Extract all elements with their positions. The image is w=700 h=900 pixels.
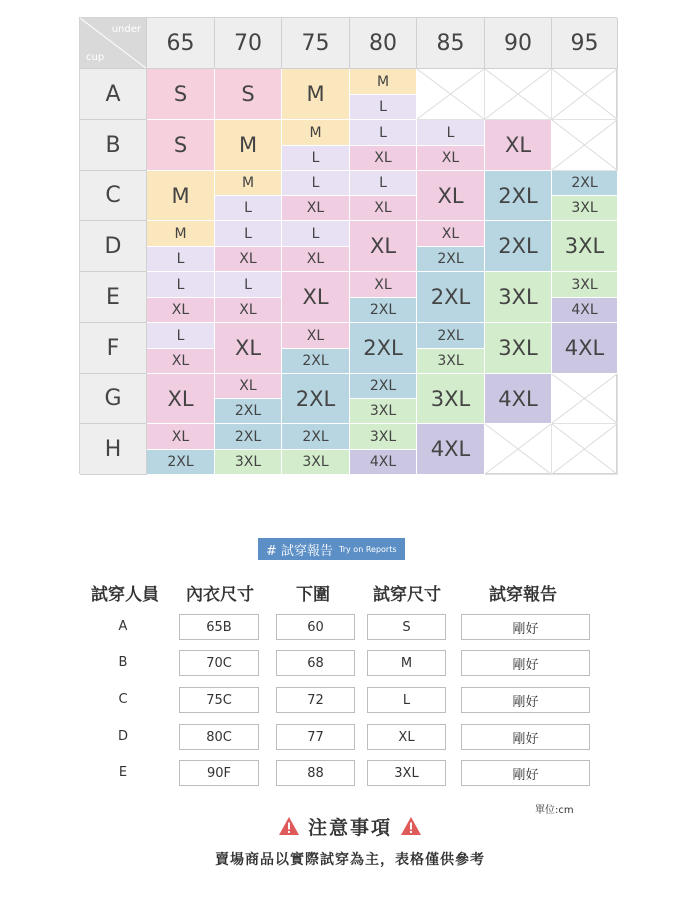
bra-size-field: 80C [179,724,259,750]
tester-label: E [118,765,128,780]
cross-icon [417,69,484,119]
size-cell-top: M [282,120,350,146]
tried-size-field: M [367,650,446,676]
size-cell-top: L [147,272,215,298]
size-cell-top: L [215,221,282,247]
size-cell-top: L [282,171,350,196]
tried-size-field: 3XL [367,760,446,786]
unavailable-cell [552,120,618,171]
size-cell-top: XL [350,272,417,298]
cross-icon [552,120,617,170]
band-size-header: 65 [147,18,215,69]
size-cell-top: XL [417,221,485,247]
unavailable-cell [417,69,485,120]
header-bra-size: 內衣尺寸 [186,585,254,605]
unavailable-cell [485,69,552,120]
band-size-header: 70 [215,18,282,69]
size-cell-bottom: 3XL [282,450,350,475]
band-size-header: 95 [552,18,618,69]
size-cell-bottom: 2XL [282,349,350,374]
size-cell: 2XL [282,374,350,424]
size-cell: 2XL [485,171,552,221]
corner-cup-label: cup [86,52,105,63]
size-cell-bottom: 3XL [215,450,282,475]
warning-icon [278,816,300,836]
bra-size-field: 70C [179,650,259,676]
size-cell-bottom: 2XL [215,399,282,424]
size-cell-top: L [417,120,485,146]
header-tried-size: 試穿尺寸 [373,585,441,605]
size-cell: 4XL [417,424,485,475]
cross-icon [552,424,617,474]
size-cell-bottom: XL [417,146,485,171]
size-cell: S [147,120,215,171]
size-cell: M [215,120,282,171]
size-cell-top: 2XL [417,323,485,349]
report-tag-subtitle: Try on Reports [339,544,397,554]
size-cell-bottom: XL [147,349,215,374]
header-tester: 試穿人員 [91,585,159,605]
size-cell-top: M [147,221,215,247]
cup-size-header: D [80,221,147,272]
tester-label: D [117,729,128,744]
cup-size-header: G [80,374,147,424]
size-cell-top: L [215,272,282,298]
size-cell: 2XL [350,323,417,374]
notice-heading [0,812,700,840]
cross-icon [485,69,551,119]
unavailable-cell [552,69,618,120]
notice-text: 賣場商品以實際試穿為主，表格僅供參考 [215,852,485,868]
size-cell: XL [350,221,417,272]
size-cell-top: L [350,120,417,146]
try-on-report-tag [258,538,405,560]
size-cell: 2XL [485,221,552,272]
cup-size-header: C [80,171,147,221]
size-cell-top: 3XL [552,272,618,298]
size-cell-top: 3XL [350,424,417,450]
size-cell: 3XL [552,221,618,272]
band-size-header: 85 [417,18,485,69]
underbust-field: 88 [276,760,355,786]
tried-size-field: L [367,687,446,713]
cup-size-header: B [80,120,147,171]
size-cell: 2XL [417,272,485,323]
band-size-header: 80 [350,18,417,69]
size-cell-bottom: 4XL [350,450,417,475]
size-cell: XL [147,374,215,424]
tester-label: C [118,692,128,707]
size-cell: XL [215,323,282,374]
size-cell-bottom: 2XL [417,247,485,272]
size-cell-bottom: XL [215,247,282,272]
size-cell: 3XL [417,374,485,424]
size-cell-top: L [147,323,215,349]
size-cell-bottom: L [147,247,215,272]
size-chart [79,17,617,474]
cross-icon [552,374,617,423]
header-underbust: 下圍 [296,585,330,605]
report-tag-title: # 試穿報告 [266,543,334,559]
report-result-field: 剛好 [461,724,590,750]
unavailable-cell [552,424,618,475]
size-cell-bottom: L [282,146,350,171]
size-cell-bottom: 4XL [552,298,618,323]
underbust-field: 60 [276,614,355,640]
size-cell-bottom: XL [215,298,282,323]
size-cell-top: 2XL [282,424,350,450]
cup-size-header: A [80,69,147,120]
size-cell-bottom: XL [282,247,350,272]
size-cell-bottom: 2XL [147,450,215,475]
size-cell: 3XL [485,272,552,323]
size-cell: XL [485,120,552,171]
size-cell-bottom: XL [350,146,417,171]
underbust-field: 68 [276,650,355,676]
size-cell: XL [417,171,485,221]
size-cell-top: M [215,171,282,196]
bra-size-field: 90F [179,760,259,786]
report-result-field: 剛好 [461,650,590,676]
size-cell-top: 2XL [552,171,618,196]
cup-size-header: H [80,424,147,475]
size-cell-bottom: 2XL [350,298,417,323]
warning-icon [400,816,422,836]
size-cell-top: XL [147,424,215,450]
size-cell: S [215,69,282,120]
underbust-field: 77 [276,724,355,750]
size-cell-top: 2XL [215,424,282,450]
size-cell: S [147,69,215,120]
size-cell-top: L [282,221,350,247]
size-cell-bottom: XL [350,196,417,221]
header-report: 試穿報告 [489,585,557,605]
unit-label: 單位:cm [535,805,574,816]
size-cell-bottom: XL [282,196,350,221]
size-cell-top: XL [215,374,282,399]
size-cell-bottom: 3XL [350,399,417,424]
corner-under-label: under [111,24,141,35]
bra-size-field: 65B [179,614,259,640]
underbust-field: 72 [276,687,355,713]
band-size-header: 90 [485,18,552,69]
size-cell-bottom: 3XL [417,349,485,374]
size-cell: 4XL [485,374,552,424]
cross-icon [552,69,617,119]
size-cell-top: L [350,171,417,196]
tester-label: A [118,619,128,634]
size-cell-top: XL [282,323,350,349]
tried-size-field: XL [367,724,446,750]
size-cell-bottom: 3XL [552,196,618,221]
size-cell-bottom: L [215,196,282,221]
size-cell: XL [282,272,350,323]
size-cell-bottom: XL [147,298,215,323]
unavailable-cell [552,374,618,424]
size-chart-corner [80,18,147,69]
unavailable-cell [485,424,552,475]
size-cell: 4XL [552,323,618,374]
tried-size-field: S [367,614,446,640]
report-result-field: 剛好 [461,614,590,640]
report-result-field: 剛好 [461,687,590,713]
bra-size-field: 75C [179,687,259,713]
size-cell: M [147,171,215,221]
size-cell: 3XL [485,323,552,374]
size-cell-top: 2XL [350,374,417,399]
band-size-header: 75 [282,18,350,69]
report-result-field: 剛好 [461,760,590,786]
size-cell-bottom: L [350,95,417,120]
size-cell-top: M [350,69,417,95]
cup-size-header: E [80,272,147,323]
size-cell: M [282,69,350,120]
notice-title: 注意事項 [307,816,392,839]
cup-size-header: F [80,323,147,374]
tester-label: B [118,655,128,670]
cross-icon [485,424,551,474]
